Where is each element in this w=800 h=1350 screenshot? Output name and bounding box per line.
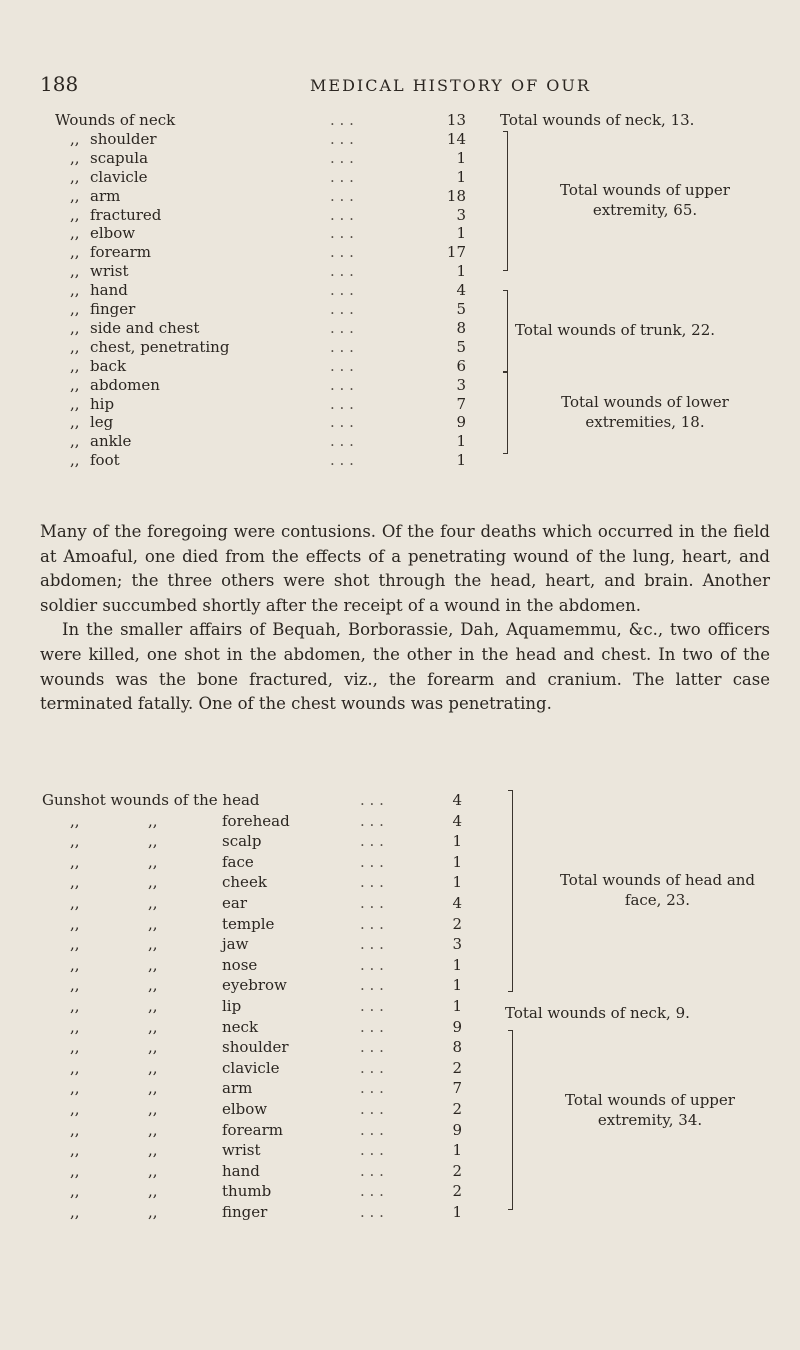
row-value: 5 (456, 337, 466, 356)
paragraph-2: In the smaller affairs of Bequah, Borborassie, Dah, Aquamemmu, &c., two officers were killed, one shot in the abdomen, the other in the head and chest. In two of the wounds was the bone fractured, viz., the forearm and cranium. The latter case terminated fatally. One of the chest wounds was penetrating. (40, 620, 770, 714)
row-value: 2 (452, 914, 462, 933)
row-label: forearm (90, 243, 151, 262)
ditto-mark: ,, (70, 224, 80, 243)
leader-dots: . . . (330, 243, 354, 262)
row-value: 8 (456, 318, 466, 337)
table-row (0, 831, 800, 851)
row-value: 1 (452, 976, 462, 995)
leader-dots: . . . (330, 451, 354, 470)
ditto-mark: ,, (148, 914, 158, 933)
paragraph-1: Many of the foregoing were contusions. Of the four deaths which occurred in the field at Amoaful, one died from the effects of a penetrating wound of the lung, heart, and abdomen; the three others were shot through the head, heart, and brain. Another soldier succumbed shortly after the receipt of a wound in the abdomen. (40, 522, 770, 615)
summary-upper-2-line1: Total wounds of upper (565, 1091, 735, 1109)
row-value: 9 (456, 413, 466, 432)
ditto-mark: ,, (70, 1079, 80, 1098)
row-label: fractured (90, 205, 162, 224)
ditto-mark: ,, (70, 451, 80, 470)
row-value: 2 (452, 1161, 462, 1180)
row-label: leg (90, 413, 114, 432)
row-label: arm (90, 186, 121, 205)
table-row (0, 129, 800, 149)
ditto-mark: ,, (148, 894, 158, 912)
ditto-mark: ,, (148, 935, 158, 954)
table-row (0, 934, 800, 954)
ditto-mark: ,, (70, 1058, 80, 1077)
table-row (0, 356, 800, 376)
ditto-mark: ,, (70, 1161, 80, 1180)
leader-dots: . . . (330, 356, 354, 375)
ditto-mark: ,, (148, 1058, 158, 1077)
row-value: 1 (456, 451, 466, 470)
summary-neck-2 (505, 1003, 795, 1023)
leader-dots: . . . (360, 852, 384, 871)
row-value: 4 (452, 894, 462, 912)
table-row (0, 1181, 800, 1201)
ditto-mark: ,, (148, 873, 158, 892)
row-value: 3 (456, 205, 466, 224)
leader-dots: . . . (330, 281, 354, 300)
table-row (0, 1140, 800, 1160)
row-label: chest, penetrating (90, 337, 230, 356)
leader-dots: . . . (330, 129, 354, 148)
row-label: elbow (90, 224, 136, 243)
row-value: 3 (452, 935, 462, 954)
ditto-mark: ,, (148, 997, 158, 1015)
summary-neck-1 (500, 110, 760, 130)
table-row (0, 1202, 800, 1222)
row-value: 4 (456, 281, 466, 300)
ditto-mark: ,, (148, 976, 158, 995)
ditto-mark: ,, (70, 1120, 80, 1139)
row-label: jaw (222, 935, 249, 954)
row-value: 4 (452, 791, 462, 809)
ditto-mark: ,, (70, 894, 80, 912)
leader-dots: . . . (360, 873, 384, 892)
row-value: 1 (452, 1203, 462, 1221)
row-label: cheek (222, 873, 267, 892)
summary-upper-2 (520, 1090, 780, 1130)
table-row (0, 1161, 800, 1181)
row-label: forearm (222, 1120, 283, 1139)
ditto-mark: ,, (70, 186, 80, 205)
leader-dots: . . . (360, 935, 384, 954)
row-label: finger (222, 1203, 268, 1221)
leader-dots: . . . (330, 167, 354, 186)
table-row (0, 1037, 800, 1057)
row-label: temple (222, 914, 275, 933)
brace-upper-2 (508, 1030, 513, 1210)
row-value: 8 (452, 1038, 462, 1057)
table-row (0, 299, 800, 319)
row-label: clavicle (90, 167, 148, 186)
ditto-mark: ,, (70, 1017, 80, 1036)
leader-dots: . . . (360, 955, 384, 974)
ditto-mark: ,, (148, 1100, 158, 1118)
leader-dots: . . . (330, 318, 354, 337)
ditto-mark: ,, (70, 1203, 80, 1221)
ditto-mark: ,, (70, 852, 80, 871)
row-value: 2 (452, 1058, 462, 1077)
row-value: 1 (456, 432, 466, 451)
brace-trunk-1 (503, 290, 508, 372)
summary-lower-1-line2: extremities, 18. (585, 413, 705, 431)
leader-dots: . . . (360, 997, 384, 1015)
ditto-mark: ,, (70, 148, 80, 167)
table-row (0, 852, 800, 872)
ditto-mark: ,, (70, 394, 80, 413)
row-value: 7 (456, 394, 466, 413)
row-value: 2 (452, 1182, 462, 1201)
row-value: 1 (456, 167, 466, 186)
summary-lower-1-line1: Total wounds of lower (561, 393, 729, 411)
ditto-mark: ,, (70, 935, 80, 954)
row-label: face (222, 852, 254, 871)
ditto-mark: ,, (148, 811, 158, 830)
leader-dots: . . . (360, 832, 384, 851)
row-value: 9 (452, 1120, 462, 1139)
row-label: nose (222, 955, 258, 974)
ditto-mark: ,, (70, 318, 80, 337)
summary-head-2 (520, 870, 795, 910)
row-value: 1 (452, 873, 462, 892)
ditto-mark: ,, (148, 1038, 158, 1057)
ditto-mark: ,, (148, 1182, 158, 1201)
table-row (0, 790, 800, 810)
ditto-mark: ,, (148, 1203, 158, 1221)
row-value: 3 (456, 375, 466, 394)
ditto-mark: ,, (70, 1141, 80, 1160)
leader-dots: . . . (330, 205, 354, 224)
row-label: eyebrow (222, 976, 287, 995)
summary-lower-1 (515, 392, 775, 432)
summary-upper-1-line1: Total wounds of upper (560, 181, 730, 199)
table-row (0, 955, 800, 975)
ditto-mark: ,, (148, 1017, 158, 1036)
leader-dots: . . . (360, 1079, 384, 1098)
summary-neck-2-text: Total wounds of neck, 9. (505, 1004, 690, 1022)
row-value: 7 (452, 1079, 462, 1098)
ditto-mark: ,, (70, 281, 80, 300)
row-value: 1 (452, 997, 462, 1015)
ditto-mark: ,, (70, 205, 80, 224)
ditto-mark: ,, (70, 337, 80, 356)
row-label: hip (90, 394, 115, 413)
brace-head-2 (508, 790, 513, 992)
ditto-mark: ,, (70, 1182, 80, 1201)
ditto-mark: ,, (70, 811, 80, 830)
ditto-mark: ,, (70, 375, 80, 394)
row-label: hand (90, 281, 128, 300)
ditto-mark: ,, (70, 832, 80, 851)
table-row (0, 450, 800, 470)
summary-head-2-line2: face, 23. (624, 891, 691, 909)
leader-dots: . . . (360, 811, 384, 830)
leader-dots: . . . (360, 894, 384, 912)
row-label: wrist (90, 262, 129, 281)
row-value: 6 (456, 356, 466, 375)
leader-dots: . . . (360, 1161, 384, 1180)
ditto-mark: ,, (148, 852, 158, 871)
ditto-mark: ,, (70, 873, 80, 892)
row-label: hand (222, 1161, 260, 1180)
brace-lower-1 (503, 372, 508, 454)
leader-dots: . . . (330, 432, 354, 451)
table-row (0, 811, 800, 831)
ditto-mark: ,, (70, 300, 80, 318)
table-row (0, 280, 800, 300)
ditto-mark: ,, (70, 413, 80, 432)
row-label: wrist (222, 1141, 261, 1160)
row-label: foot (90, 451, 120, 470)
leader-dots: . . . (360, 1203, 384, 1221)
leader-dots: . . . (360, 976, 384, 995)
row-label: thumb (222, 1182, 272, 1201)
leader-dots: . . . (360, 791, 384, 809)
ditto-mark: ,, (70, 976, 80, 995)
row-label: arm (222, 1079, 253, 1098)
table-row (0, 223, 800, 243)
row-label: ankle (90, 432, 132, 451)
row-value: 13 (446, 111, 466, 129)
ditto-mark: ,, (70, 432, 80, 451)
leader-dots: . . . (330, 375, 354, 394)
leader-dots: . . . (330, 413, 354, 432)
leader-dots: . . . (360, 1100, 384, 1118)
summary-trunk-1 (515, 320, 795, 340)
leader-dots: . . . (330, 186, 354, 205)
row-value: 5 (456, 300, 466, 318)
row-value: 2 (452, 1100, 462, 1118)
table-row (0, 975, 800, 995)
row-value: 1 (452, 832, 462, 851)
ditto-mark: ,, (148, 1161, 158, 1180)
body-text (40, 520, 770, 717)
ditto-mark: ,, (70, 262, 80, 281)
page-number: 188 (40, 72, 79, 96)
row-value: 1 (452, 1141, 462, 1160)
ditto-mark: ,, (148, 1120, 158, 1139)
ditto-mark: ,, (70, 914, 80, 933)
row-value: 14 (446, 129, 466, 148)
leader-dots: . . . (360, 914, 384, 933)
summary-upper-2-line2: extremity, 34. (597, 1111, 703, 1129)
summary-head-2-line1: Total wounds of head and (559, 871, 756, 889)
row-label: Wounds of neck (55, 111, 176, 129)
row-value: 18 (446, 186, 466, 205)
ditto-mark: ,, (70, 243, 80, 262)
leader-dots: . . . (360, 1017, 384, 1036)
row-label: lip (222, 997, 242, 1015)
row-value: 1 (452, 955, 462, 974)
ditto-mark: ,, (70, 955, 80, 974)
ditto-mark: ,, (70, 129, 80, 148)
leader-dots: . . . (330, 148, 354, 167)
row-label: elbow (222, 1100, 268, 1118)
row-label: scapula (90, 148, 149, 167)
ditto-mark: ,, (70, 167, 80, 186)
row-label: scalp (222, 832, 262, 851)
ditto-mark: ,, (148, 955, 158, 974)
row-value: 1 (456, 262, 466, 281)
brace-upper-1 (503, 131, 508, 271)
leader-dots: . . . (360, 1120, 384, 1139)
row-label: shoulder (222, 1038, 289, 1057)
leader-dots: . . . (360, 1141, 384, 1160)
row-label: neck (222, 1017, 259, 1036)
leader-dots: . . . (360, 1038, 384, 1057)
row-label: shoulder (90, 129, 157, 148)
summary-trunk-1-text: Total wounds of trunk, 22. (515, 321, 716, 339)
table-row (0, 242, 800, 262)
table-row (0, 431, 800, 451)
leader-dots: . . . (330, 337, 354, 356)
table-row (0, 148, 800, 168)
row-label: clavicle (222, 1058, 280, 1077)
row-label: finger (90, 300, 136, 318)
ditto-mark: ,, (148, 1079, 158, 1098)
running-head: MEDICAL HISTORY OF OUR (310, 76, 591, 95)
row-value: 1 (456, 224, 466, 243)
leader-dots: . . . (330, 224, 354, 243)
leader-dots: . . . (330, 394, 354, 413)
row-label: abdomen (90, 375, 160, 394)
row-value: 9 (452, 1017, 462, 1036)
row-value: 4 (452, 811, 462, 830)
table-row (0, 914, 800, 934)
row-label: back (90, 356, 127, 375)
leader-dots: . . . (330, 300, 354, 318)
row-label: Gunshot wounds of the head (42, 791, 260, 809)
leader-dots: . . . (360, 1058, 384, 1077)
ditto-mark: ,, (148, 1141, 158, 1160)
table-row (0, 1058, 800, 1078)
ditto-mark: ,, (70, 997, 80, 1015)
ditto-mark: ,, (148, 832, 158, 851)
row-value: 1 (456, 148, 466, 167)
table-row (0, 261, 800, 281)
ditto-mark: ,, (70, 1100, 80, 1118)
leader-dots: . . . (360, 1182, 384, 1201)
summary-upper-1 (515, 180, 775, 220)
ditto-mark: ,, (70, 356, 80, 375)
ditto-mark: ,, (70, 1038, 80, 1057)
leader-dots: . . . (330, 262, 354, 281)
summary-neck-1-text: Total wounds of neck, 13. (500, 111, 695, 129)
row-label: side and chest (90, 318, 200, 337)
leader-dots: . . . (330, 111, 354, 129)
row-label: ear (222, 894, 247, 912)
row-label: forehead (222, 811, 290, 830)
row-value: 17 (446, 243, 466, 262)
row-value: 1 (452, 852, 462, 871)
summary-upper-1-line2: extremity, 65. (592, 201, 698, 219)
